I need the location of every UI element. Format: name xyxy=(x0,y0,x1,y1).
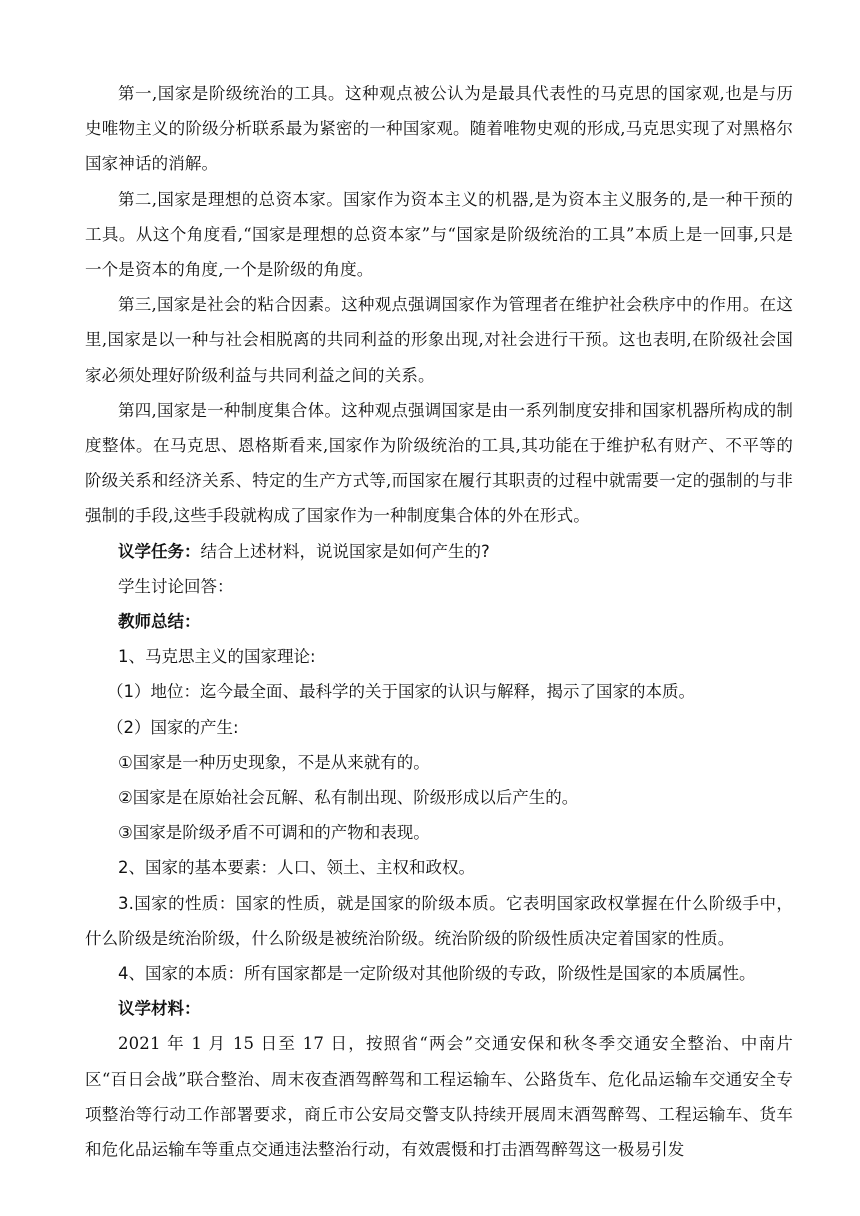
paragraph-state-as-class-tool: 第一,国家是阶级统治的工具。这种观点被公认为是最具代表性的马克思的国家观,也是与历史唯物主义的阶级分析联系最为紧密的一种国家观。随着唯物史观的形成,马克思实现了对黑格尔国家神话的消解。 xyxy=(85,84,793,174)
material-heading: 议学材料： xyxy=(118,999,201,1019)
summary-circle-3: ③国家是阶级矛盾不可调和的产物和表现。 xyxy=(118,823,430,843)
paragraph-state-as-capitalist: 第二,国家是理想的总资本家。国家作为资本主义的机器,是为资本主义服务的,是一种干预的工具。从这个角度看,“国家是理想的总资本家”与“国家是阶级统治的工具”本质上是一回事,只是一个是资本的角度,一个是阶级的角度。 xyxy=(85,189,793,280)
summary-circle-2: ②国家是在原始社会瓦解、私有制出现、阶级形成以后产生的。 xyxy=(118,788,579,808)
summary-item-1: 1、马克思主义的国家理论: xyxy=(118,647,316,667)
student-discussion: 学生讨论回答： xyxy=(118,576,234,596)
teacher-summary-heading: 教师总结： xyxy=(118,612,201,632)
summary-item-1-1: （1）地位：迄今最全面、最科学的关于国家的认识与解释，揭示了国家的本质。 xyxy=(107,682,695,702)
summary-item-4: 4、国家的本质：所有国家都是一定阶级对其他阶级的专政，阶级性是国家的本质属性。 xyxy=(118,964,756,984)
summary-circle-1: ①国家是一种历史现象，不是从来就有的。 xyxy=(118,752,430,772)
task-label: 议学任务： xyxy=(118,541,201,561)
document-body xyxy=(85,76,793,1167)
summary-item-1-2: （2）国家的产生: xyxy=(107,717,239,737)
discussion-task xyxy=(85,534,793,569)
task-text: 结合上述材料，说说国家是如何产生的? xyxy=(200,541,490,561)
material-paragraph: 2021 年 1 月 15 日至 17 日，按照省“两会”交通安保和秋冬季交通安全整治、中南片区“百日会战”联合整治、周末夜查酒驾醉驾和工程运输车、公路货车、危化品运输车交通安全专项整治等行动工作部署要求，商丘市公安局交警支队持续开展周末酒驾醉驾、工程运输车、货车和危化品运输车等重点交通违法整治行动，有效震慑和打击酒驾醉驾这一极易引发 xyxy=(85,1034,793,1160)
summary-item-3: 3.国家的性质：国家的性质，就是国家的阶级本质。它表明国家政权掌握在什么阶级手中，什么阶级是统治阶级，什么阶级是被统治阶级。统治阶级的阶级性质决定着国家的性质。 xyxy=(85,893,793,948)
paragraph-state-as-social-glue: 第三,国家是社会的粘合因素。这种观点强调国家作为管理者在维护社会秩序中的作用。在这里,国家是以一种与社会相脱离的共同利益的形象出现,对社会进行干预。这也表明,在阶级社会国家必须处理好阶级利益与共同利益之间的关系。 xyxy=(85,295,793,385)
paragraph-state-as-institution: 第四,国家是一种制度集合体。这种观点强调国家是由一系列制度安排和国家机器所构成的制度整体。在马克思、恩格斯看来,国家作为阶级统治的工具,其功能在于维护私有财产、不平等的阶级关系和经济关系、特定的生产方式等,而国家在履行其职责的过程中就需要一定的强制的与非强制的手段,这些手段就构成了国家作为一种制度集合体的外在形式。 xyxy=(85,400,793,526)
summary-item-2: 2、国家的基本要素：人口、领土、主权和政权。 xyxy=(118,858,475,878)
